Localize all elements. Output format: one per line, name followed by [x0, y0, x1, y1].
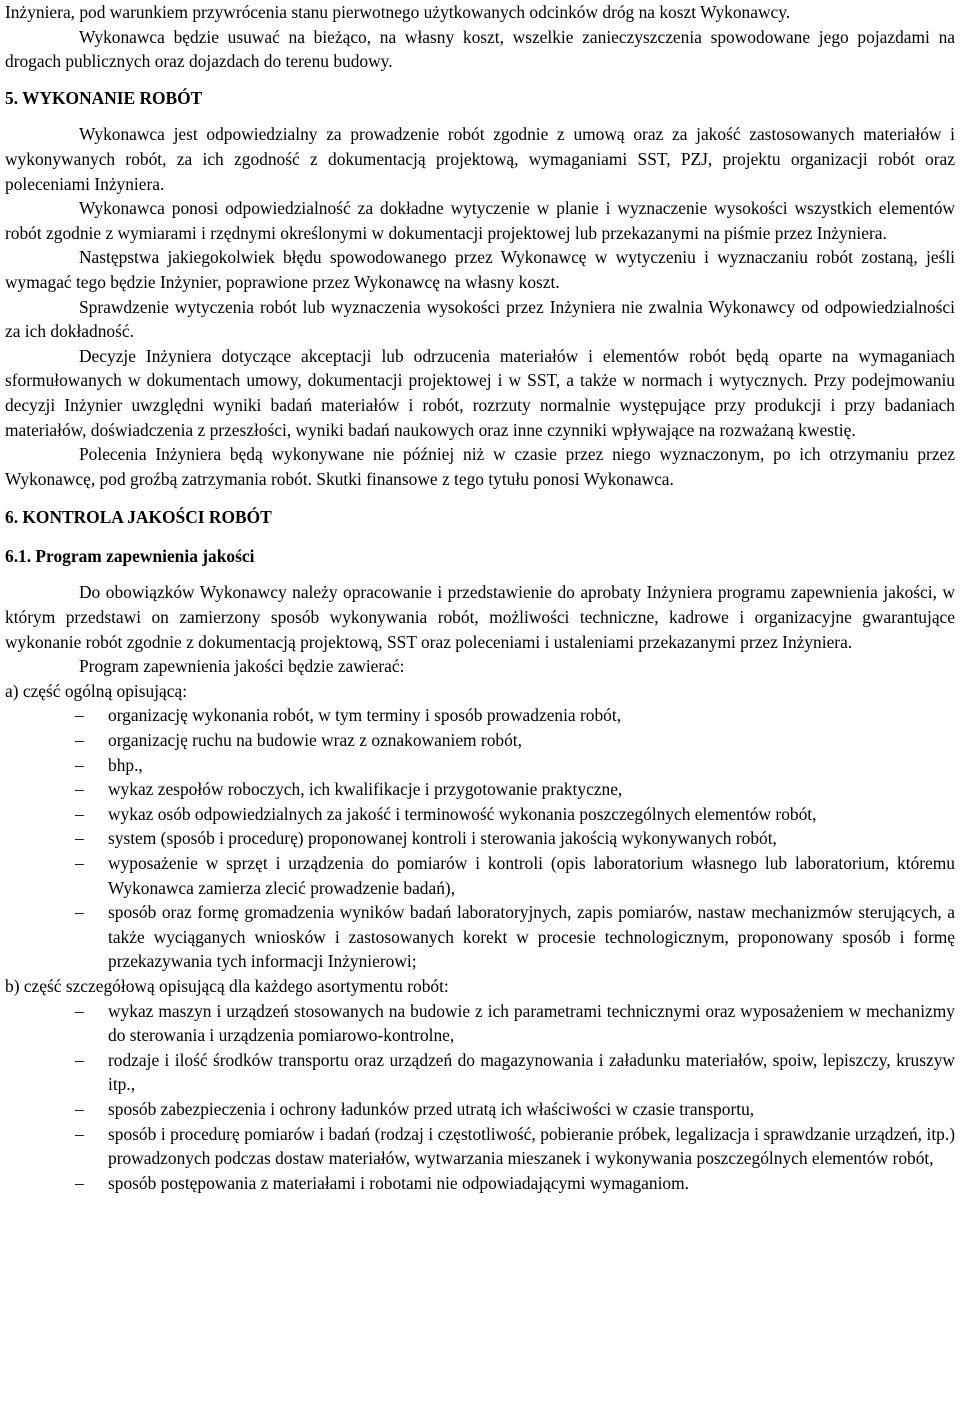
list-item [5, 999, 955, 1048]
list-item-text: organizację wykonania robót, w tym terminy i sposób prowadzenia robót, [108, 705, 622, 726]
list-item-text: sposób zabezpieczenia i ochrony ładunków przed utratą ich właściwości w czasie transportu, [108, 1098, 755, 1119]
dash-bullet-icon: – [75, 1049, 84, 1070]
dash-bullet-icon: – [75, 705, 84, 726]
list-item-text: sposób postępowania z materiałami i robotami nie odpowiadającymi wymaganiom. [108, 1172, 689, 1193]
section-6-1-paragraph: Do obowiązków Wykonawcy należy opracowanie i przedstawienie do aprobaty Inżyniera programu zapewnienia jakości, w którym przedstawi on zamierzony sposób wykonywania robót, możliwości techniczne, kadrowe i organizacyjne gwarantujące wykonanie robót zgodnie z dokumentacją projektową, SST oraz poleceniami i ustaleniami przekazanymi przez Inżyniera. [5, 582, 955, 652]
dash-bullet-icon: – [75, 730, 84, 751]
dash-bullet-icon: – [75, 1123, 84, 1144]
list-item [5, 826, 955, 851]
list-item [5, 728, 955, 753]
section-6-1-heading: 6.1. Program zapewnienia jakości [5, 545, 255, 566]
section-6-heading: 6. KONTROLA JAKOŚCI ROBÓT [5, 507, 272, 528]
intro-paragraph-1: Inżyniera, pod warunkiem przywrócenia stanu pierwotnego użytkowanych odcinków dróg na koszt Wykonawcy. [5, 2, 791, 22]
list-item [5, 802, 955, 827]
list-item-text: wykaz osób odpowiedzialnych za jakość i terminowość wykonania poszczególnych elementów robót, [108, 803, 817, 824]
list-item-text: organizację ruchu na budowie wraz z oznakowaniem robót, [108, 730, 522, 751]
list-item [5, 900, 955, 974]
dash-bullet-icon: – [75, 902, 84, 923]
section-6-1-paragraph: Program zapewnienia jakości będzie zawierać: [79, 656, 405, 677]
list-item [5, 753, 955, 778]
dash-bullet-icon: – [75, 1172, 84, 1193]
intro-paragraph-2: Wykonawca będzie usuwać na bieżąco, na własny koszt, wszelkie zanieczyszczenia spowodowane jego pojazdami na drogach publicznych oraz dojazdach do terenu budowy. [5, 26, 955, 72]
dash-bullet-icon: – [75, 803, 84, 824]
dash-bullet-icon: – [75, 779, 84, 800]
dash-bullet-icon: – [75, 853, 84, 873]
section-5-paragraph: Wykonawca ponosi odpowiedzialność za dokładne wytyczenie w planie i wyznaczenie wysokości wszystkich elementów robót zgodnie z wymiarami i rzędnymi określonymi w dokumentacji projektowej lub przekazanymi na piśmie przez Inżyniera. [5, 198, 955, 243]
list-a [5, 703, 955, 974]
section-5-paragraph: Decyzje Inżyniera dotyczące akceptacji lub odrzucenia materiałów i elementów robót będą oparte na wymaganiach sformułowanych w dokumentach umowy, dokumentacji projektowej i w SST, a także w normach i wytycznych. Przy podejmowaniu decyzji Inżynier uwzględni wyniki badań materiałów i robót, rozrzuty normalnie występujące przy produkcji i przy badaniach materiałów, doświadczenia z przeszłości, wyniki badań naukowych oraz inne czynniki wpływające na rozważaną kwestię. [5, 345, 955, 440]
dash-bullet-icon: – [75, 1098, 84, 1119]
list-item [5, 777, 955, 802]
list-item-text: wykaz maszyn i urządzeń stosowanych na budowie z ich parametrami technicznymi oraz wyposażeniem w mechanizmy do sterowania i urządzenia pomiarowo-kontrolne, [108, 1000, 955, 1046]
list-a-label: a) część ogólną opisującą: [5, 680, 188, 701]
section-5-heading: 5. WYKONANIE ROBÓT [5, 87, 203, 108]
list-item [5, 851, 955, 900]
section-5-paragraph: Sprawdzenie wytyczenia robót lub wyznaczenia wysokości przez Inżyniera nie zwalnia Wykonawcy od odpowiedzialności za ich dokładność. [5, 296, 955, 342]
section-5-paragraph: Wykonawca jest odpowiedzialny za prowadzenie robót zgodnie z umową oraz za jakość zastosowanych materiałów i wykonywanych robót, za ich zgodność z dokumentacją projektową, wymaganiami SST, PZJ, projektu organizacji robót oraz poleceniami Inżyniera. [5, 124, 955, 194]
list-b-label: b) część szczegółową opisującą dla każdego asortymentu robót: [5, 975, 449, 996]
list-item [5, 1097, 955, 1122]
section-5-paragraph: Polecenia Inżyniera będą wykonywane nie później niż w czasie przez niego wyznaczonym, po ich otrzymaniu przez Wykonawcę, pod groźbą zatrzymania robót. Skutki finansowe z tego tytułu ponosi Wykonawca. [5, 444, 955, 489]
list-item [5, 1048, 955, 1097]
list-item-text: sposób i procedurę pomiarów i badań (rodzaj i częstotliwość, pobieranie próbek, legalizacja i sprawdzanie urządzeń, itp.) prowadzonych podczas dostaw materiałów, wytwarzania mieszanek i wykonywania poszczególnych elementów robót, [108, 1123, 955, 1169]
list-item-text: wykaz zespołów roboczych, ich kwalifikacje i przygotowanie praktyczne, [108, 779, 623, 800]
dash-bullet-icon: – [75, 828, 84, 849]
dash-bullet-icon: – [75, 754, 84, 775]
list-item-text: wyposażenie w sprzęt i urządzenia do pomiarów i kontroli (opis laboratorium własnego lub laboratorium, któremu Wykonawca zamierza zlecić prowadzenie badań), [108, 853, 955, 898]
section-5-paragraph: Następstwa jakiegokolwiek błędu spowodowanego przez Wykonawcę w wytyczeniu i wyznaczaniu robót zostaną, jeśli wymagać tego będzie Inżynier, poprawione przez Wykonawcę na własny koszt. [5, 247, 955, 292]
list-item [5, 703, 955, 728]
list-item [5, 1171, 955, 1196]
list-item-text: sposób oraz formę gromadzenia wyników badań laboratoryjnych, zapis pomiarów, nastaw mechanizmów sterujących, a także wyciąganych wniosków i zastosowanych korekt w procesie technologicznym, proponowany sposób i formę przekazywania tych informacji Inżynierowi; [108, 902, 955, 972]
list-b [5, 999, 955, 1196]
list-item-text: rodzaje i ilość środków transportu oraz urządzeń do magazynowania i załadunku materiałów, spoiw, lepiszczy, kruszyw itp., [108, 1049, 955, 1095]
list-item [5, 1122, 955, 1171]
list-item-text: bhp., [108, 754, 143, 775]
list-item-text: system (sposób i procedurę) proponowanej kontroli i sterowania jakością wykonywanych robót, [108, 828, 777, 849]
dash-bullet-icon: – [75, 1000, 84, 1021]
